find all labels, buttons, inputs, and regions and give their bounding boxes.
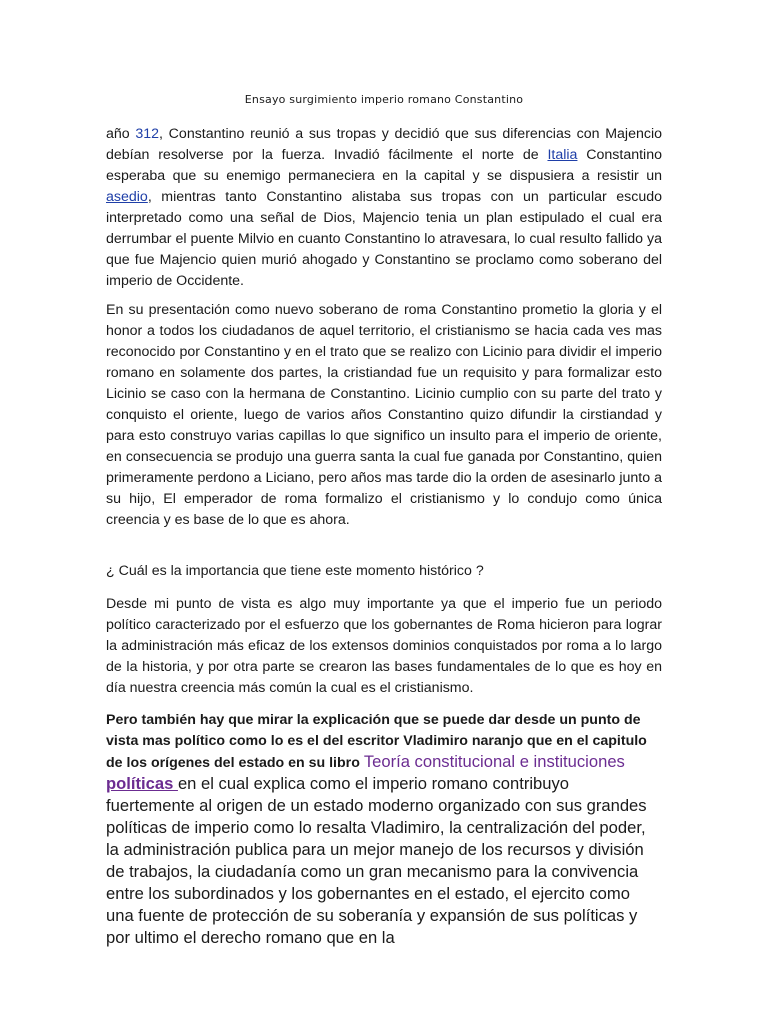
p1-text-b: , Constantino reunió a sus tropas y decidió que sus diferencias con Majencio debían resolverse por la fuerza. Invadió fácilmente el norte de	[106, 126, 662, 163]
book-link-part-2[interactable]: políticas	[106, 774, 178, 793]
question-line: ¿ Cuál es la importancia que tiene este momento histórico ?	[106, 563, 484, 579]
asedio-link[interactable]: asedio	[106, 189, 148, 205]
paragraph-4	[106, 710, 662, 950]
italia-link[interactable]: Italia	[547, 147, 578, 163]
year-link[interactable]: 312	[135, 126, 160, 142]
paragraph-1	[106, 124, 662, 292]
book-link-part-1[interactable]: Teoría constitucional e instituciones	[363, 752, 625, 771]
p1-text-d: , mientras tanto Constantino alistaba sus tropas con un particular escudo interpretado como una señal de Dios, Majencio tenia un plan estipulado el cual era derrumbar el puente Milvio en cuanto Constantino lo atravesara, lo cual resulto fallido ya que fue Majencio quien murió ahogado y Constantino se proclamo como soberano del imperio de Occidente.	[106, 189, 662, 289]
document-title: Ensayo surgimiento imperio romano Constantino	[244, 93, 524, 106]
p1-text-a: año	[106, 126, 136, 142]
paragraph-3: Desde mi punto de vista es algo muy importante ya que el imperio fue un periodo político caracterizado por el esfuerzo que los gobernantes de Roma hicieron para lograr la administración más eficaz de los extensos dominios conquistados por roma a lo largo de la historia, y por otra parte se crearon las bases fundamentales de lo que es hoy en día nuestra creencia más común la cual es el cristianismo.	[106, 596, 662, 696]
p1-text-c: Constantino esperaba que su enemigo permaneciera en la capital y se dispusiera a resistir un	[106, 147, 662, 184]
paragraph-2: En su presentación como nuevo soberano de roma Constantino prometio la gloria y el honor a todos los ciudadanos de aquel territorio, el cristianismo se hacia cada ves mas reconocido por Constantino y en el trato que se realizo con Licinio para dividir el imperio romano en solamente dos partes, la cristiandad fue un requisito y para formalizar esto Licinio se caso con la hermana de Constantino. Licinio cumplio con su parte del trato y conquisto el oriente, luego de varios años Constantino quizo difundir la cirstiandad y para esto construyo varias capillas lo que significo un insulto para el imperio de oriente, en consecuencia se produjo una guerra santa la cual fue ganada por Constantino, quien primeramente perdono a Liciano, pero años mas tarde dio la orden de asesinarlo junto a su hijo, El emperador de roma formalizo el cristianismo y lo condujo como única creencia y es base de lo que es ahora.	[106, 302, 662, 528]
p4-bold-text: Pero también hay que mirar la explicación que se puede dar desde un punto de vista mas político como lo es el del escritor Vladimiro naranjo que en el capitulo de los orígenes del estado en su libro	[106, 712, 647, 771]
p4-rest-text: en el cual explica como el imperio romano contribuyo fuertemente al origen de un estado moderno organizado con sus grandes políticas de imperio como lo resalta Vladimiro, la centralización del poder, la administración publica para un mejor manejo de los recursos y división de trabajos, la ciudadanía como un gran mecanismo para la convivencia entre los subordinados y los gobernantes en el estado, el ejercito como una fuente de protección de su soberanía y expansión de sus políticas y por ultimo el derecho romano que en la	[106, 774, 647, 947]
